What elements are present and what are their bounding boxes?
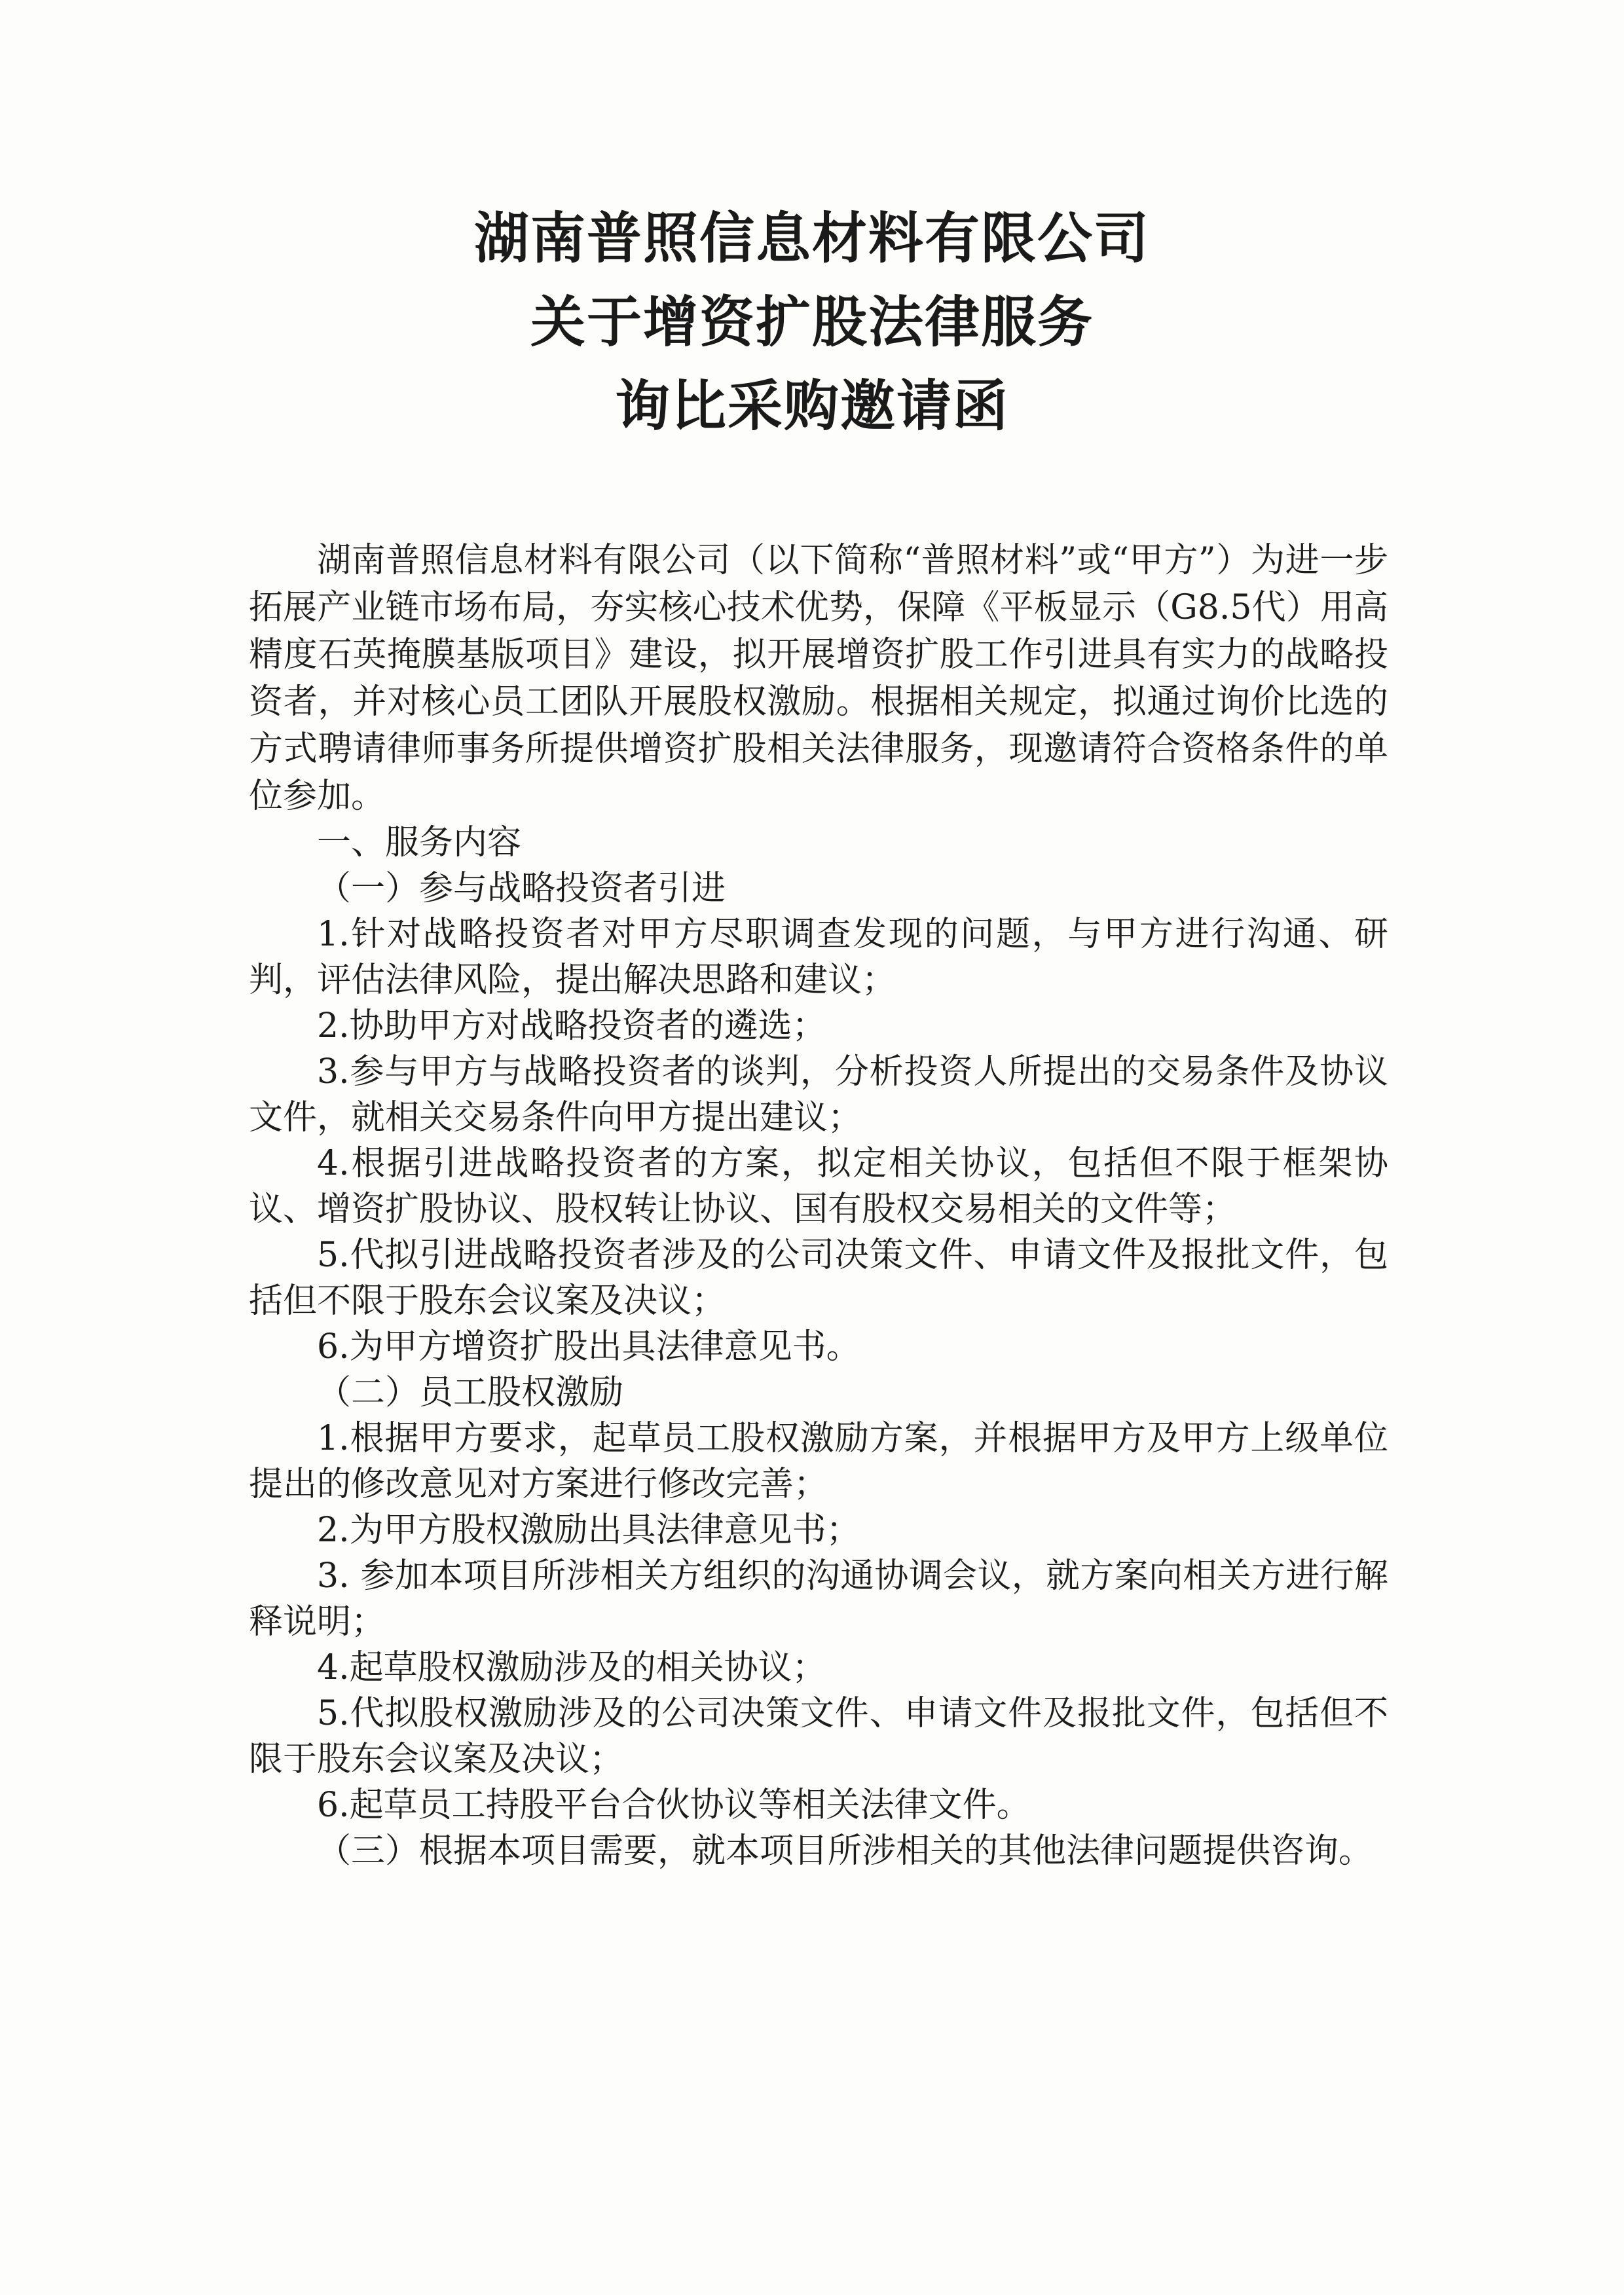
list-item: 2.为甲方股权激励出具法律意见书； [317,1511,860,1550]
list-item: 5.代拟引进战略投资者涉及的公司决策文件、申请文件及报批文件，包括但不限于股东会议案及决议； [249,1236,1388,1321]
title-line-type: 询比采购邀请函 [614,374,1009,438]
subsection-heading-employee-equity: （二）员工股权激励 [317,1373,624,1412]
title-line-subject: 关于增资扩股法律服务 [530,290,1094,354]
list-item: 2.协助甲方对战略投资者的遴选； [317,1006,826,1046]
list-item: 1.根据甲方要求，起草员工股权激励方案，并根据甲方及甲方上级单位提出的修改意见对方案进行修改完善； [249,1419,1388,1504]
list-item: 4.根据引进战略投资者的方案，拟定相关协议，包括但不限于框架协议、增资扩股协议、股权转让协议、国有股权交易相关的文件等； [249,1144,1388,1229]
list-item: 3. 参加本项目所涉相关方组织的沟通协调会议，就方案向相关方进行解释说明； [249,1556,1388,1642]
subsection-heading-strategic-investors: （一）参与战略投资者引进 [317,869,726,908]
title-line-company: 湖南普照信息材料有限公司 [473,206,1150,270]
document-body [249,537,1388,1874]
list-item: 6.起草员工持股平台合伙协议等相关法律文件。 [317,1786,1031,1825]
list-item: 4.起草股权激励涉及的相关协议； [317,1648,826,1687]
list-item: 1.针对战略投资者对甲方尽职调查发现的问题，与甲方进行沟通、研判，评估法律风险，提出解决思路和建议； [249,915,1388,1000]
list-item: 5.代拟股权激励涉及的公司决策文件、申请文件及报批文件，包括但不限于股东会议案及决议； [249,1694,1388,1779]
document-title [0,196,1624,448]
list-item: 3.参与甲方与战略投资者的谈判，分析投资人所提出的交易条件及协议文件，就相关交易条件向甲方提出建议； [249,1052,1388,1137]
intro-paragraph: 湖南普照信息材料有限公司（以下简称“普照材料”或“甲方”）为进一步拓展产业链市场布局，夯实核心技术优势，保障《平板显示（G8.5代）用高精度石英掩膜基版项目》建设，拟开展增资扩股工作引进具有实力的战略投资者，并对核心员工团队开展股权激励。根据相关规定，拟通过询价比选的方式聘请律师事务所提供增资扩股相关法律服务，现邀请符合资格条件的单位参加。 [249,541,1388,816]
section-heading-service-content: 一、服务内容 [317,823,522,862]
list-item: 6.为甲方增资扩股出具法律意见书。 [317,1327,860,1367]
subsection-other-legal-consulting: （三）根据本项目需要，就本项目所涉相关的其他法律问题提供咨询。 [317,1831,1373,1871]
